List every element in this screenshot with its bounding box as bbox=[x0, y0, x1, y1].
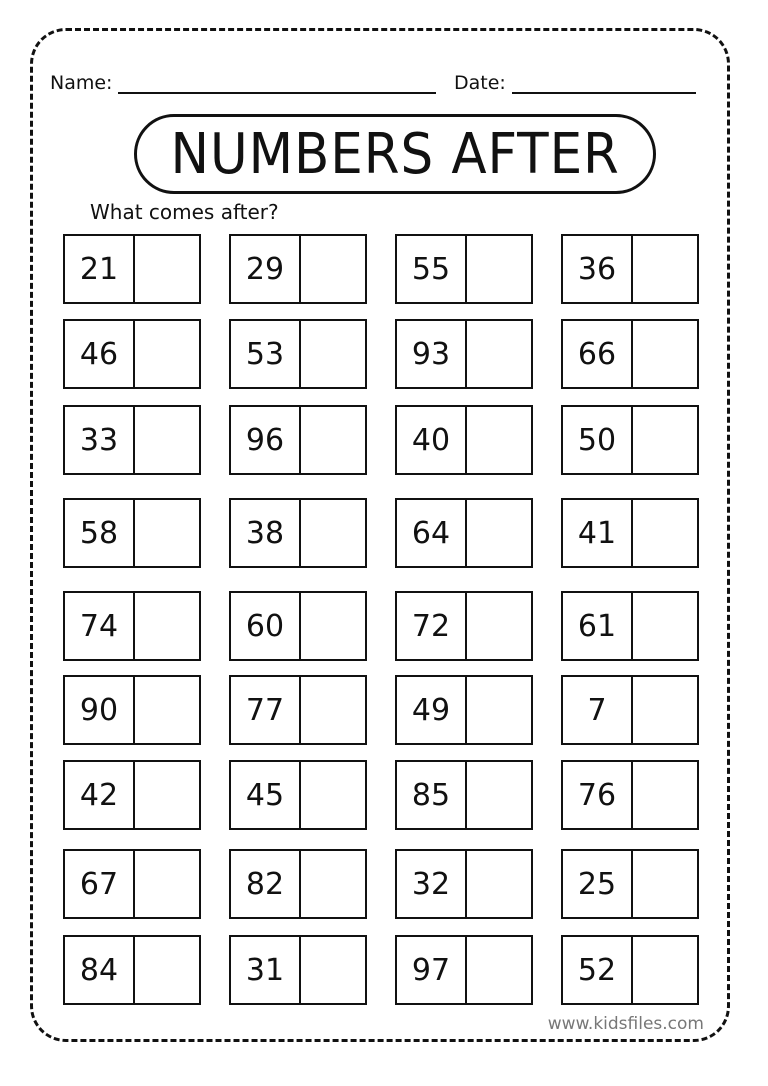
answer-box[interactable] bbox=[301, 407, 365, 473]
number-box bbox=[63, 935, 201, 1005]
answer-box[interactable] bbox=[467, 321, 531, 387]
given-number: 32 bbox=[397, 851, 467, 917]
answer-box[interactable] bbox=[467, 407, 531, 473]
answer-box[interactable] bbox=[633, 677, 697, 743]
given-number: 31 bbox=[231, 937, 301, 1003]
given-number: 84 bbox=[65, 937, 135, 1003]
number-box bbox=[561, 591, 699, 661]
number-box bbox=[63, 760, 201, 830]
number-box bbox=[395, 234, 533, 304]
given-number: 72 bbox=[397, 593, 467, 659]
answer-box[interactable] bbox=[633, 321, 697, 387]
given-number: 40 bbox=[397, 407, 467, 473]
answer-box[interactable] bbox=[135, 236, 199, 302]
given-number: 97 bbox=[397, 937, 467, 1003]
given-number: 46 bbox=[65, 321, 135, 387]
number-box bbox=[63, 498, 201, 568]
number-box bbox=[395, 935, 533, 1005]
answer-box[interactable] bbox=[467, 593, 531, 659]
number-box bbox=[561, 849, 699, 919]
number-box bbox=[63, 319, 201, 389]
number-box bbox=[395, 405, 533, 475]
answer-box[interactable] bbox=[301, 236, 365, 302]
date-label: Date: bbox=[454, 72, 506, 94]
answer-box[interactable] bbox=[633, 851, 697, 917]
given-number: 49 bbox=[397, 677, 467, 743]
answer-box[interactable] bbox=[135, 407, 199, 473]
name-field bbox=[50, 72, 436, 94]
number-box bbox=[395, 760, 533, 830]
given-number: 29 bbox=[231, 236, 301, 302]
answer-box[interactable] bbox=[301, 762, 365, 828]
answer-box[interactable] bbox=[135, 937, 199, 1003]
given-number: 45 bbox=[231, 762, 301, 828]
answer-box[interactable] bbox=[135, 851, 199, 917]
given-number: 96 bbox=[231, 407, 301, 473]
name-label: Name: bbox=[50, 72, 113, 94]
answer-box[interactable] bbox=[301, 851, 365, 917]
given-number: 55 bbox=[397, 236, 467, 302]
number-box bbox=[63, 405, 201, 475]
number-box bbox=[63, 675, 201, 745]
answer-box[interactable] bbox=[467, 500, 531, 566]
number-box bbox=[229, 405, 367, 475]
answer-box[interactable] bbox=[467, 762, 531, 828]
given-number: 82 bbox=[231, 851, 301, 917]
given-number: 50 bbox=[563, 407, 633, 473]
number-box bbox=[229, 319, 367, 389]
given-number: 77 bbox=[231, 677, 301, 743]
number-box bbox=[63, 591, 201, 661]
given-number: 93 bbox=[397, 321, 467, 387]
number-box bbox=[561, 234, 699, 304]
number-box bbox=[395, 675, 533, 745]
date-field bbox=[454, 72, 696, 94]
given-number: 66 bbox=[563, 321, 633, 387]
number-box bbox=[229, 675, 367, 745]
given-number: 53 bbox=[231, 321, 301, 387]
answer-box[interactable] bbox=[301, 321, 365, 387]
given-number: 74 bbox=[65, 593, 135, 659]
given-number: 42 bbox=[65, 762, 135, 828]
answer-box[interactable] bbox=[633, 500, 697, 566]
answer-box[interactable] bbox=[467, 236, 531, 302]
title-banner bbox=[134, 114, 656, 194]
answer-box[interactable] bbox=[135, 500, 199, 566]
given-number: 76 bbox=[563, 762, 633, 828]
answer-box[interactable] bbox=[301, 677, 365, 743]
answer-box[interactable] bbox=[633, 236, 697, 302]
instruction-text: What comes after? bbox=[90, 200, 279, 224]
number-box bbox=[229, 498, 367, 568]
given-number: 52 bbox=[563, 937, 633, 1003]
given-number: 90 bbox=[65, 677, 135, 743]
number-box bbox=[395, 319, 533, 389]
given-number: 36 bbox=[563, 236, 633, 302]
answer-box[interactable] bbox=[633, 762, 697, 828]
number-box bbox=[561, 760, 699, 830]
given-number: 21 bbox=[65, 236, 135, 302]
number-box bbox=[229, 591, 367, 661]
answer-box[interactable] bbox=[467, 937, 531, 1003]
given-number: 67 bbox=[65, 851, 135, 917]
answer-box[interactable] bbox=[135, 677, 199, 743]
number-box bbox=[561, 319, 699, 389]
answer-box[interactable] bbox=[135, 321, 199, 387]
answer-box[interactable] bbox=[135, 762, 199, 828]
number-box bbox=[63, 234, 201, 304]
website-footer: www.kidsfiles.com bbox=[547, 1014, 704, 1034]
date-input-line[interactable] bbox=[512, 72, 696, 94]
number-box bbox=[561, 675, 699, 745]
number-box bbox=[229, 849, 367, 919]
given-number: 64 bbox=[397, 500, 467, 566]
number-box bbox=[395, 849, 533, 919]
given-number: 61 bbox=[563, 593, 633, 659]
given-number: 33 bbox=[65, 407, 135, 473]
given-number: 41 bbox=[563, 500, 633, 566]
number-box bbox=[229, 760, 367, 830]
number-box bbox=[561, 405, 699, 475]
number-box bbox=[395, 498, 533, 568]
answer-box[interactable] bbox=[633, 593, 697, 659]
given-number: 25 bbox=[563, 851, 633, 917]
given-number: 58 bbox=[65, 500, 135, 566]
number-box bbox=[229, 935, 367, 1005]
given-number: 60 bbox=[231, 593, 301, 659]
number-box bbox=[395, 591, 533, 661]
answer-box[interactable] bbox=[467, 851, 531, 917]
number-box bbox=[229, 234, 367, 304]
answer-box[interactable] bbox=[467, 677, 531, 743]
number-box bbox=[561, 935, 699, 1005]
given-number: 85 bbox=[397, 762, 467, 828]
given-number: 7 bbox=[563, 677, 633, 743]
number-box bbox=[63, 849, 201, 919]
answer-box[interactable] bbox=[135, 593, 199, 659]
answer-box[interactable] bbox=[301, 937, 365, 1003]
answer-box[interactable] bbox=[633, 407, 697, 473]
name-input-line[interactable] bbox=[118, 72, 436, 94]
answer-box[interactable] bbox=[301, 500, 365, 566]
answer-box[interactable] bbox=[301, 593, 365, 659]
answer-box[interactable] bbox=[633, 937, 697, 1003]
number-box bbox=[561, 498, 699, 568]
given-number: 38 bbox=[231, 500, 301, 566]
page-title: NUMBERS AFTER bbox=[170, 121, 620, 187]
